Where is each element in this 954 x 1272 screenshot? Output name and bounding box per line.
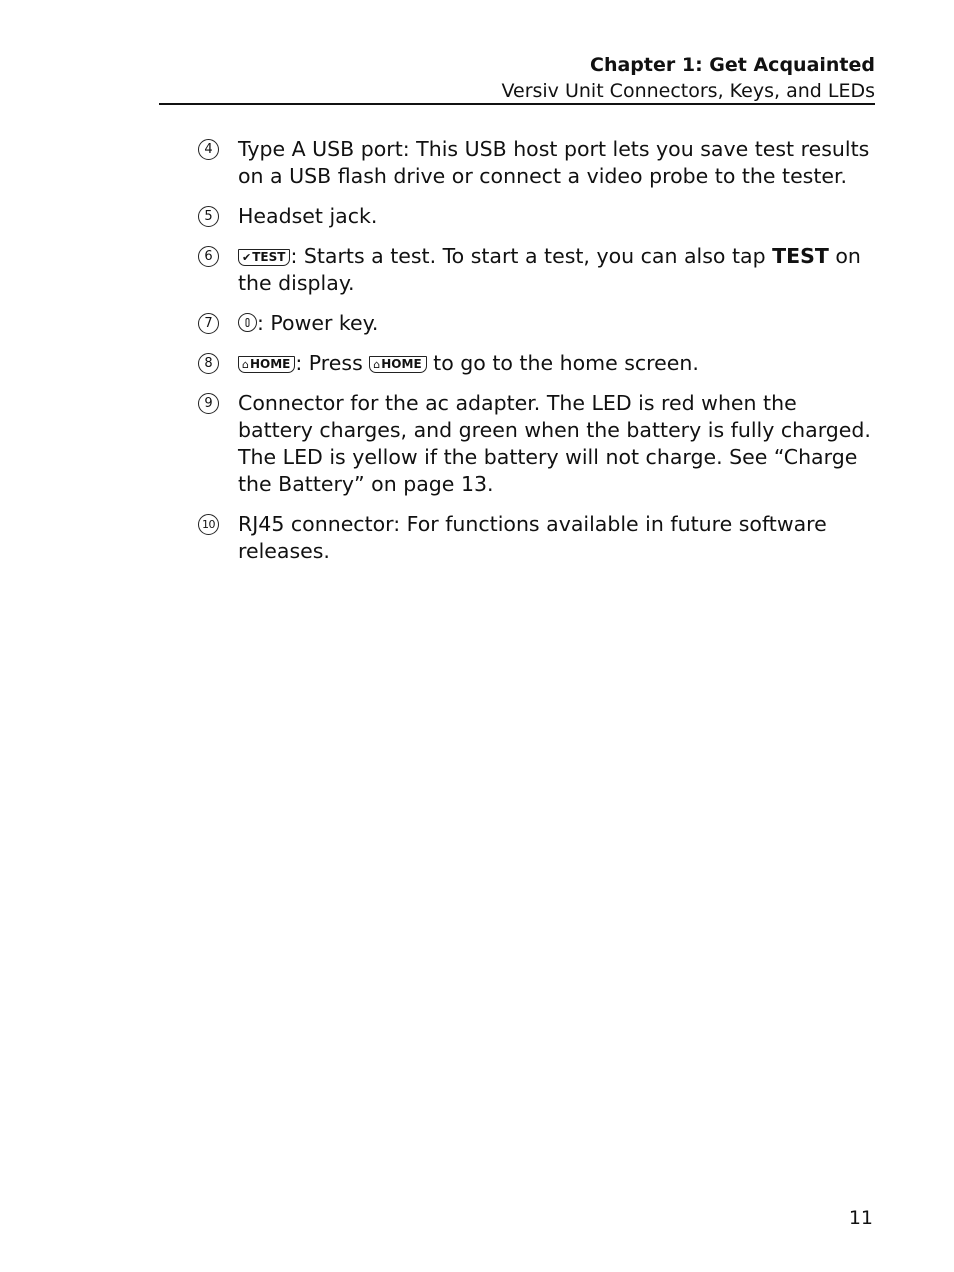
home-key-label: HOME [249,357,291,371]
home-icon: ⌂ [373,358,381,371]
test-bold-text: TEST [772,244,829,268]
list-item-home-key [196,350,878,377]
home-key-inline [369,356,426,373]
item-list [196,136,878,578]
home-icon: ⌂ [242,358,249,371]
item-text: : Press [295,351,370,375]
list-item-test-key [196,243,878,297]
item-text: : Power key. [257,311,379,335]
item-text: RJ45 connector: For functions available in future software releases. [238,512,827,563]
item-number: 6 [198,246,219,267]
list-item-power-key [196,310,878,337]
item-number: 8 [198,353,219,374]
chapter-title: Chapter 1: Get Acquainted [590,54,875,76]
item-text: Headset jack. [238,204,378,228]
home-key [238,356,295,373]
section-title: Versiv Unit Connectors, Keys, and LEDs [501,80,875,102]
item-number: 7 [198,313,219,334]
list-item-rj45 [196,511,878,565]
list-item-headset-jack [196,203,878,230]
page-number: 11 [848,1207,873,1229]
test-key-label: TEST [252,250,286,264]
item-number: 4 [198,139,219,160]
item-text-end: on the display. [238,244,861,295]
checkmark-icon: ✔ [242,251,252,264]
page-header [159,52,875,104]
test-key [238,249,290,266]
list-item-ac-adapter [196,390,878,498]
item-number: 9 [198,393,219,414]
power-icon [238,313,257,332]
item-number: 10 [198,514,219,535]
item-text: Connector for the ac adapter. The LED is red when the battery charges, and green when the battery is fully charged. The LED is yellow if the battery will not charge. See “Charge the Battery” on page 13. [238,391,871,496]
item-text: : Starts a test. To start a test, you can also tap [290,244,773,268]
home-key-label: HOME [381,357,422,371]
header-rule [159,103,875,105]
list-item-usb-port [196,136,878,190]
item-text-end: to go to the home screen. [426,351,699,375]
item-text: Type A USB port: This USB host port lets you save test results on a USB flash drive or connect a video probe to the tester. [238,137,870,188]
item-number: 5 [198,206,219,227]
